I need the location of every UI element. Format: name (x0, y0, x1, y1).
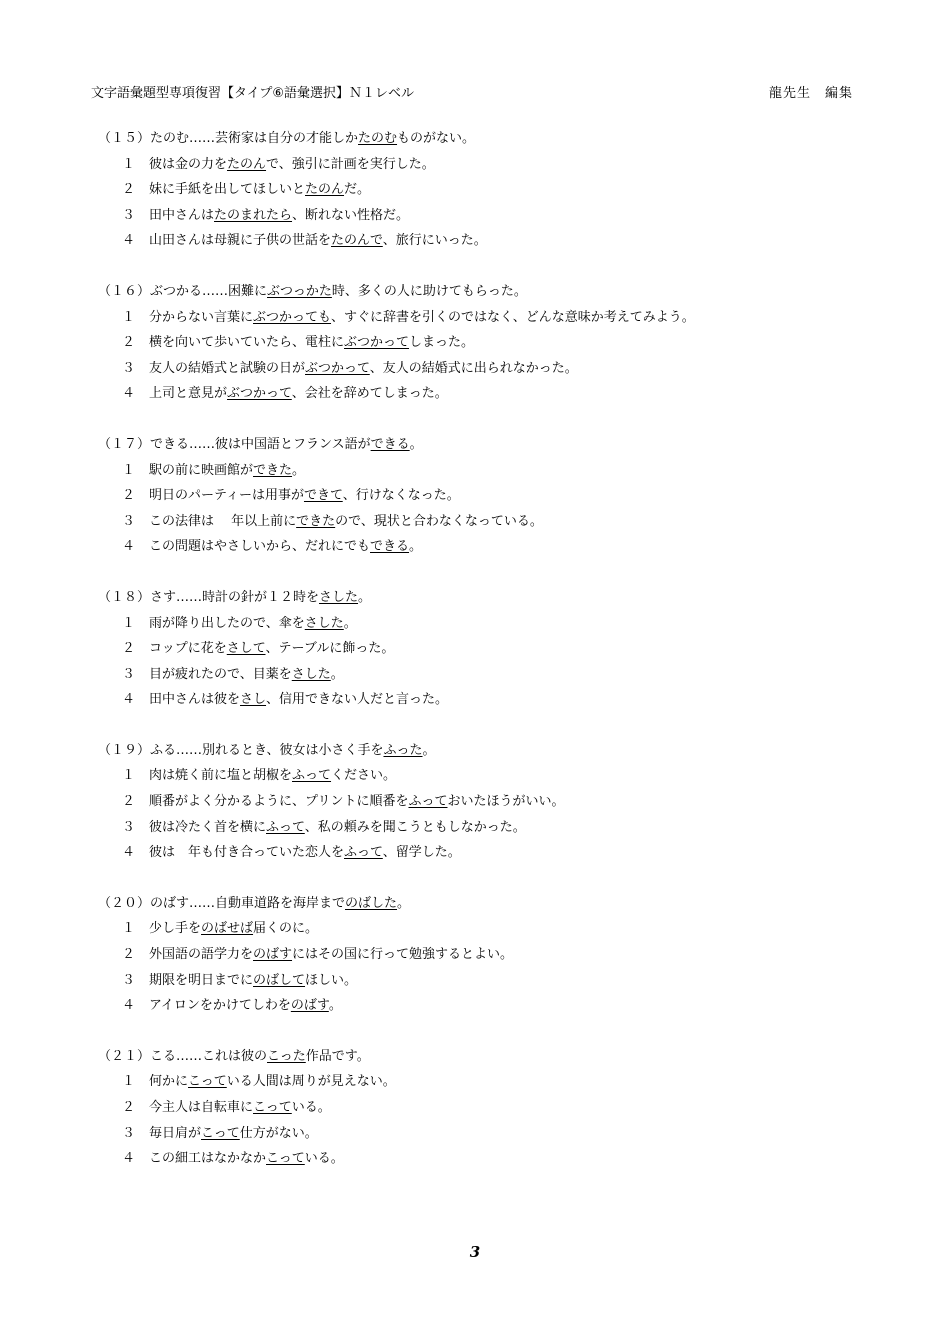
question-block (98, 891, 878, 1019)
underlined-usage: こって (201, 1125, 240, 1141)
answer-option (98, 228, 878, 254)
option-text: この法律は 年以上前に (149, 513, 297, 529)
answer-option (98, 993, 878, 1019)
answer-option (98, 968, 878, 994)
option-number: ３ (122, 360, 136, 376)
target-word: できる (370, 436, 410, 452)
option-text: いる。 (291, 1100, 331, 1115)
option-number: １ (122, 921, 136, 937)
question-prompt (98, 738, 878, 764)
option-number: ４ (122, 233, 136, 249)
prompt-text: （１５）たのむ……芸術家は自分の才能しか (98, 131, 359, 146)
underlined-usage: ふって (292, 768, 332, 784)
question-block (98, 585, 878, 713)
underlined-usage: のばして (253, 972, 306, 988)
target-word: ぶつっかた (267, 283, 332, 299)
option-text: 分からない言葉に (149, 309, 254, 325)
underlined-usage: できる (370, 539, 410, 555)
question-prompt (98, 279, 878, 305)
option-text: にはその国に行って勉強するとよい。 (292, 947, 514, 963)
target-word: ふった (383, 742, 423, 758)
option-number: １ (122, 1074, 136, 1090)
option-text: 、テーブルに飾った。 (265, 641, 395, 657)
answer-option (98, 534, 878, 560)
option-text: 山田さんは母親に子供の世話を (149, 233, 332, 249)
option-text: 明日のパーティーは用事が (149, 488, 304, 504)
option-number: ２ (122, 1100, 136, 1115)
question-block (98, 738, 878, 866)
option-text: コップに花を (149, 641, 227, 657)
option-text: 。 (330, 666, 344, 682)
option-text: 仕方がない。 (239, 1125, 318, 1141)
option-text: 毎日肩が (149, 1125, 202, 1141)
option-text: 上司と意見が (149, 386, 228, 402)
answer-option (98, 942, 878, 968)
option-text: 届くのに。 (253, 921, 319, 937)
option-number: １ (122, 156, 136, 172)
answer-option (98, 203, 878, 229)
underlined-usage: のばす (290, 998, 329, 1014)
page-header (91, 82, 853, 102)
option-number: １ (122, 615, 136, 631)
underlined-usage: ふって (344, 845, 383, 861)
underlined-usage: ぶつかって (227, 386, 292, 402)
option-text: 田中さんは彼を (149, 692, 241, 708)
option-text: 、友人の結婚式に出られなかった。 (369, 360, 578, 376)
answer-option (98, 305, 878, 331)
answer-option (98, 152, 878, 178)
answer-option (98, 611, 878, 637)
option-number: ３ (122, 819, 136, 835)
option-number: １ (122, 768, 136, 784)
underlined-usage: たのんで (331, 233, 383, 249)
option-text: 、断れない性格だ。 (292, 207, 410, 223)
answer-option (98, 763, 878, 789)
option-number: ２ (122, 794, 136, 810)
answer-option (98, 636, 878, 662)
underlined-usage: さして (226, 641, 266, 657)
answer-option (98, 356, 878, 382)
option-number: ３ (122, 666, 136, 682)
option-text: 雨が降り出したので、傘を (149, 615, 305, 631)
question-block (98, 1044, 878, 1172)
underlined-usage: ぶつかって (305, 360, 370, 376)
prompt-text: 。 (422, 742, 436, 758)
option-text: おいたほうがいい。 (447, 794, 565, 810)
answer-option (98, 1146, 878, 1172)
option-number: ４ (122, 386, 136, 402)
option-number: ４ (122, 998, 136, 1014)
option-text: 外国語の語学力を (149, 947, 254, 963)
prompt-text: 。 (409, 436, 423, 452)
option-text: 彼は金の力を (149, 156, 228, 172)
option-text: この問題はやさしいから、だれにでも (149, 539, 371, 555)
option-text: で、強引に計画を実行した。 (266, 156, 435, 172)
option-text: いる人間は周りが見えない。 (226, 1074, 396, 1090)
option-number: ２ (122, 641, 136, 657)
option-text: 友人の結婚式と試験の日が (149, 360, 306, 376)
option-text: ください。 (331, 768, 397, 784)
option-number: １ (122, 462, 136, 478)
prompt-text: 時、多くの人に助けてもらった。 (331, 283, 527, 299)
underlined-usage: のばす (253, 947, 293, 963)
option-number: ２ (122, 182, 136, 198)
target-word: さした (319, 589, 359, 605)
option-text: 少し手を (149, 921, 202, 937)
underlined-usage: さした (291, 666, 331, 682)
answer-option (98, 1069, 878, 1095)
option-text: 田中さんは (149, 207, 215, 223)
underlined-usage: たのまれたら (214, 207, 293, 223)
page-number: 3 (469, 1243, 481, 1261)
answer-option (98, 789, 878, 815)
answer-option (98, 662, 878, 688)
option-number: ２ (122, 488, 136, 504)
underlined-usage: ぶつかって (344, 335, 410, 351)
option-text: 、旅行にいった。 (382, 233, 487, 249)
underlined-usage: のばせば (201, 921, 254, 937)
underlined-usage: こって (266, 1151, 305, 1167)
option-text: 彼は 年も付き合っていた恋人を (149, 845, 345, 861)
underlined-usage: こって (188, 1074, 227, 1090)
question-block (98, 432, 878, 560)
prompt-text: 。 (358, 589, 372, 605)
option-number: ３ (122, 972, 136, 988)
answer-option (98, 483, 878, 509)
option-text: ほしい。 (305, 972, 358, 988)
question-prompt (98, 432, 878, 458)
option-text: 。 (292, 462, 306, 478)
answer-option (98, 840, 878, 866)
answer-option (98, 815, 878, 841)
option-text: 、行けなくなった。 (342, 488, 460, 504)
underlined-usage: こって (253, 1100, 292, 1115)
prompt-text: 作品です。 (305, 1048, 370, 1064)
underlined-usage: さした (304, 615, 344, 631)
answer-option (98, 381, 878, 407)
option-text: 。 (328, 998, 342, 1014)
underlined-usage: できた (296, 513, 336, 529)
prompt-text: （１８）さす……時計の針が１２時を (98, 589, 320, 605)
option-text: 期限を明日までに (149, 972, 254, 988)
option-text: この細工はなかなか (149, 1151, 267, 1167)
answer-option (98, 1121, 878, 1147)
prompt-text: （１６）ぶつかる……困難に (98, 283, 268, 299)
option-text: 駅の前に映画館が (149, 462, 254, 478)
question-prompt (98, 891, 878, 917)
answer-option (98, 458, 878, 484)
option-text: だ。 (344, 182, 371, 198)
question-prompt (98, 585, 878, 611)
option-number: ３ (122, 1125, 136, 1141)
underlined-usage: ふって (408, 794, 448, 810)
prompt-text: （１９）ふる……別れるとき、彼女は小さく手を (98, 742, 384, 758)
option-number: ４ (122, 1151, 136, 1167)
document-title: 文字語彙題型専項復習【タイプ⑥語彙選択】Ｎ１レベル (91, 86, 415, 101)
option-text: 順番がよく分かるように、プリントに順番を (149, 794, 409, 810)
prompt-text: （２１）こる……これは彼の (98, 1048, 268, 1064)
option-text: 。 (409, 539, 423, 555)
prompt-text: ものがない。 (397, 131, 476, 146)
option-number: ３ (122, 513, 136, 529)
option-number: ２ (122, 335, 136, 351)
underlined-usage: ふって (266, 819, 305, 835)
option-text: 彼は冷たく首を横に (149, 819, 267, 835)
question-block (98, 126, 878, 254)
option-number: ３ (122, 207, 136, 223)
option-text: ので、現状と合わなくなっている。 (335, 513, 543, 529)
option-text: 、信用できない人だと言った。 (266, 692, 449, 708)
option-number: ４ (122, 539, 136, 555)
underlined-usage: できて (303, 488, 343, 504)
option-text: 、会社を辞めてしまった。 (291, 386, 448, 402)
question-block (98, 279, 878, 407)
answer-option (98, 177, 878, 203)
option-number: ４ (122, 845, 136, 861)
answer-option (98, 687, 878, 713)
prompt-text: （２０）のばす……自動車道路を海岸まで (98, 895, 346, 911)
prompt-text: 。 (397, 895, 411, 911)
underlined-usage: さし (240, 692, 267, 708)
option-text: 何かに (149, 1074, 189, 1090)
answer-option (98, 509, 878, 535)
question-prompt (98, 126, 878, 152)
option-text: 、留学した。 (382, 845, 461, 861)
underlined-usage: たのん (305, 182, 345, 198)
option-text: しまった。 (409, 335, 475, 351)
answer-option (98, 330, 878, 356)
underlined-usage: できた (253, 462, 293, 478)
option-text: 目が疲れたので、目薬を (149, 666, 292, 682)
target-word: たのむ (358, 131, 398, 146)
question-list (98, 126, 878, 1197)
option-text: 、すぐに辞書を引くのではなく、どんな意味か考えてみよう。 (331, 309, 695, 325)
underlined-usage: たのん (227, 156, 267, 172)
option-text: 肉は焼く前に塩と胡椒を (149, 768, 293, 784)
option-text: 、私の頼みを聞こうともしなかった。 (304, 819, 526, 835)
prompt-text: （１７）できる……彼は中国語とフランス語が (98, 436, 371, 452)
target-word: こった (267, 1048, 306, 1064)
option-text: 横を向いて歩いていたら、電柱に (149, 335, 345, 351)
author-credit: 龍先生 編集 (768, 86, 853, 101)
question-prompt (98, 1044, 878, 1070)
option-number: １ (122, 309, 136, 325)
underlined-usage: ぶつかっても (253, 309, 332, 325)
option-number: ２ (122, 947, 136, 963)
target-word: のばした (345, 895, 398, 911)
option-text: 。 (343, 615, 357, 631)
option-text: 今主人は自転車に (149, 1100, 254, 1115)
answer-option (98, 916, 878, 942)
option-text: 妹に手紙を出してほしいと (149, 182, 306, 198)
option-text: いる。 (304, 1151, 344, 1167)
option-number: ４ (122, 692, 136, 708)
option-text: アイロンをかけてしわを (149, 998, 291, 1014)
answer-option (98, 1095, 878, 1121)
